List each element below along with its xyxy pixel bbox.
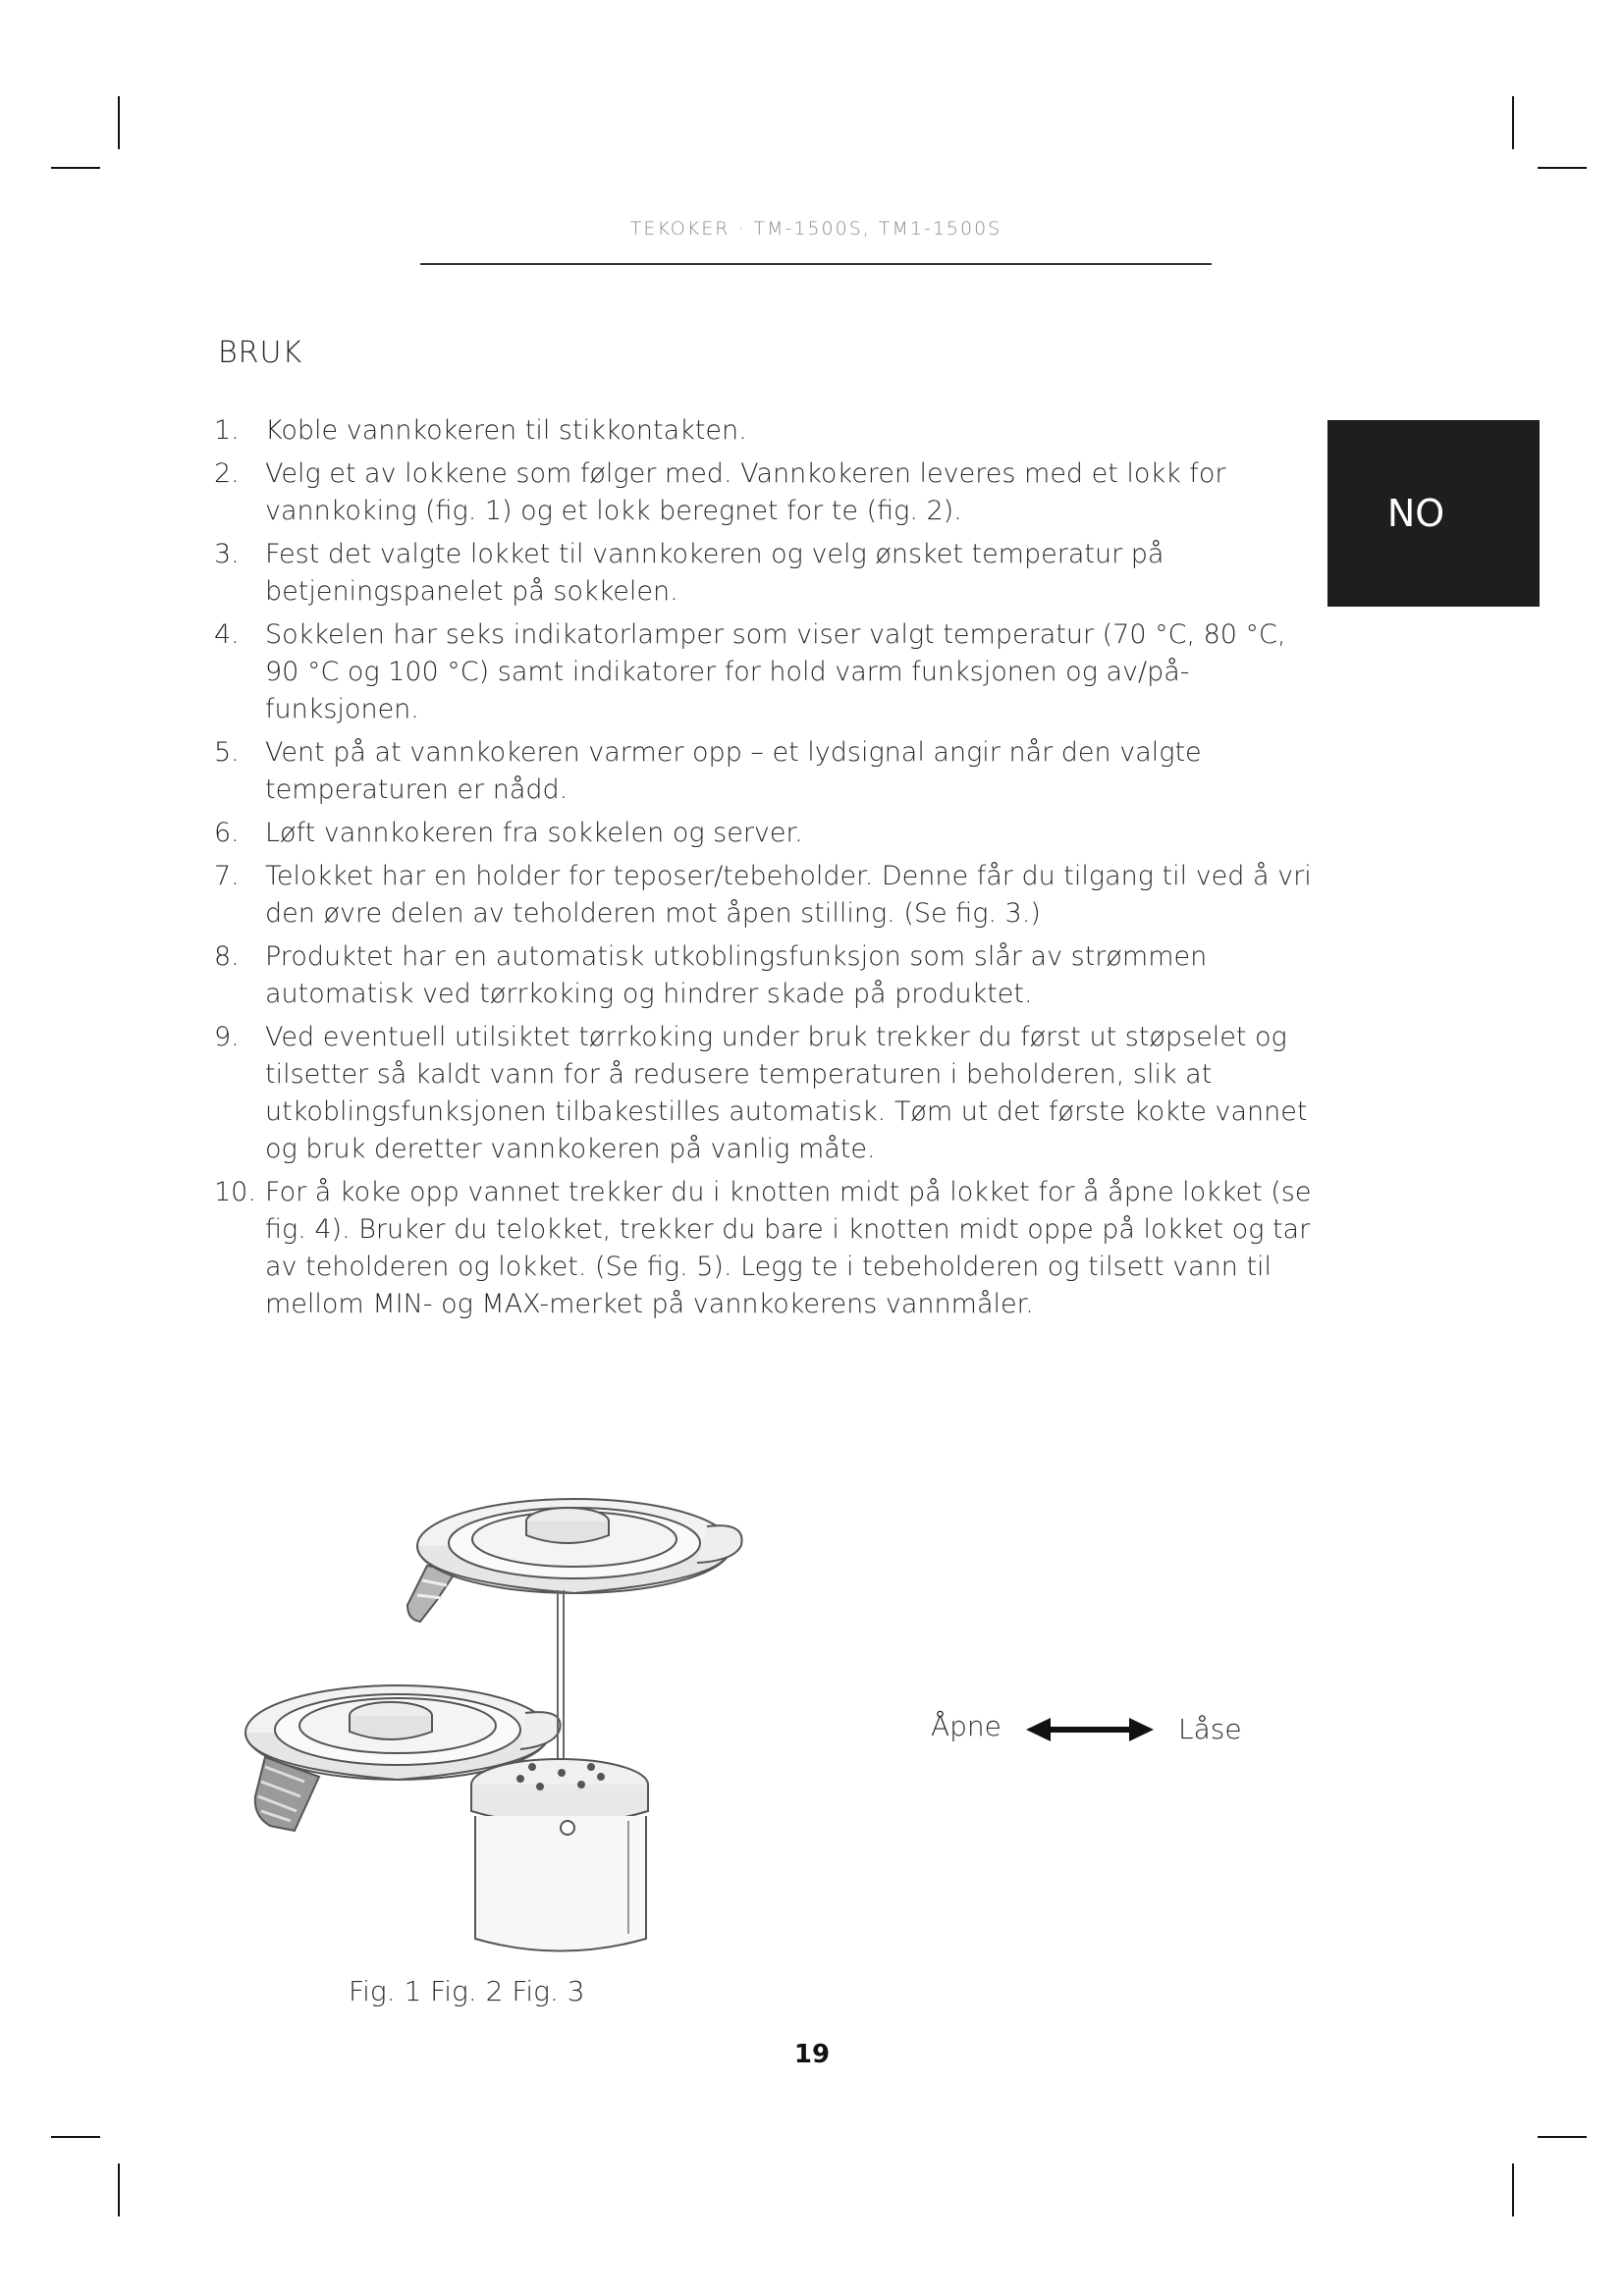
language-tab-label: NO [1386, 492, 1445, 535]
header-rule [420, 263, 1212, 265]
step-number: 10. [214, 1177, 256, 1207]
list-item [214, 1019, 1314, 1168]
crop-mark [1512, 2163, 1514, 2216]
step-text: Vent på at vannkokeren varmer opp – et lydsignal angir når den valgte temperaturen er nådd. [265, 737, 1202, 805]
step-text: Velg et av lokkene som følger med. Vannkokeren leveres med et lokk for vannkoking (fig. 1) og et lokk beregnet for te (fig. 2). [265, 458, 1226, 526]
list-item [214, 858, 1314, 933]
lock-label: Låse [1178, 1713, 1242, 1745]
page-number: 19 [793, 2040, 831, 2069]
list-item [214, 938, 1314, 1013]
step-text: For å koke opp vannet trekker du i knotten midt på lokket for å åpne lokket (se fig. 4). Bruker du telokket, trekker du bare i knotten midt oppe på lokket og tar av teholderen og lokket. (Se fig. 5). Legg te i tebeholderen og tilsett vann til mellom MIN- og MAX-merket på vannkokerens vannmåler. [265, 1177, 1312, 1319]
open-lock-arrow [1026, 1718, 1154, 1741]
step-text: Telokket har en holder for teposer/tebeholder. Denne får du tilgang til ved å vri den øvre delen av teholderen mot åpen stilling. (Se fig. 3.) [265, 861, 1312, 929]
step-number: 4. [214, 619, 240, 650]
language-tab [1327, 420, 1540, 607]
list-item [214, 536, 1314, 611]
step-text: Koble vannkokeren til stikkontakten. [265, 415, 747, 446]
step-number: 7. [214, 861, 240, 891]
crop-mark [51, 2136, 100, 2138]
tea-infuser-fig3 [471, 1759, 648, 1951]
section-title: BRUK [218, 336, 303, 370]
crop-mark [1538, 167, 1587, 169]
list-item [214, 616, 1314, 728]
page-header: TEKOKER · TM-1500S, TM1-1500S [629, 218, 1002, 240]
list-item [214, 1174, 1314, 1323]
list-item [214, 734, 1314, 809]
crop-mark [118, 2163, 120, 2216]
step-text: Løft vannkokeren fra sokkelen og server. [265, 818, 803, 848]
step-number: 2. [214, 458, 240, 489]
step-number: 9. [214, 1022, 240, 1052]
step-text: Sokkelen har seks indikatorlamper som viser valgt temperatur (70 °C, 80 °C, 90 °C og 100 °C) samt indikatorer for hold varm funksjonen og av/på-funksjonen. [265, 619, 1286, 724]
crop-mark [1538, 2136, 1587, 2138]
figure-captions: Fig. 1 Fig. 2 Fig. 3 [349, 1975, 585, 2007]
crop-mark [51, 167, 100, 169]
crop-mark [1512, 96, 1514, 149]
usage-steps-list [214, 412, 1314, 1329]
step-number: 5. [214, 737, 240, 768]
open-label: Åpne [931, 1710, 1001, 1742]
step-number: 6. [214, 818, 240, 848]
step-number: 3. [214, 539, 240, 569]
list-item [214, 412, 1314, 450]
list-item [214, 815, 1314, 852]
step-text: Fest det valgte lokket til vannkokeren og velg ønsket temperatur på betjeningspanelet på sokkelen. [265, 539, 1164, 607]
step-number: 8. [214, 941, 240, 972]
step-text: Ved eventuell utilsiktet tørrkoking under bruk trekker du først ut støpselet og tilsetter så kaldt vann for å redusere temperaturen i beholderen, slik at utkoblingsfunksjonen tilbakestilles automatisk. Tøm ut det første kokte vannet og bruk deretter vannkokeren på vanlig måte. [265, 1022, 1308, 1164]
list-item [214, 455, 1314, 530]
step-number: 1. [214, 415, 240, 446]
crop-mark [118, 96, 120, 149]
step-text: Produktet har en automatisk utkoblingsfunksjon som slår av strømmen automatisk ved tørrkoking og hindrer skade på produktet. [265, 941, 1208, 1009]
